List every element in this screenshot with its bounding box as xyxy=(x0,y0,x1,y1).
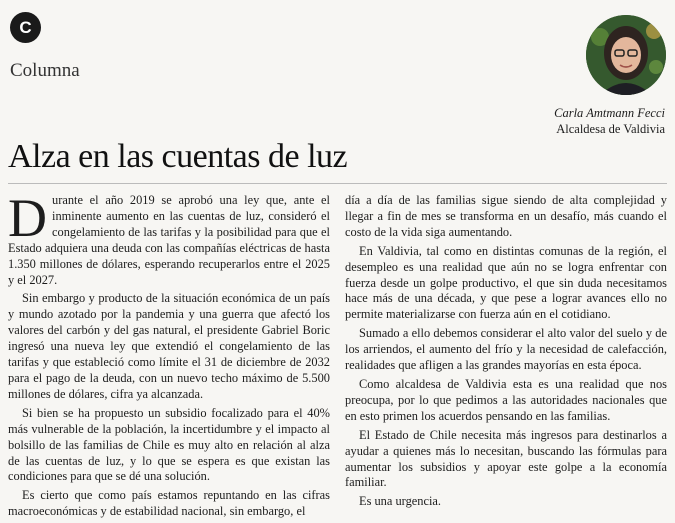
article-paragraph xyxy=(8,188,330,288)
article-paragraph: Es una urgencia. xyxy=(359,494,442,509)
title-divider xyxy=(8,183,667,184)
article-paragraph: Es cierto que como país estamos repuntando en las cifras macroeconómicas y de estabilidad nacional, sin embargo, el xyxy=(8,488,330,519)
author-role: Alcaldesa de Valdivia xyxy=(556,122,665,136)
article-paragraph: Como alcaldesa de Valdivia esta es una realidad que nos preocupa, por lo que pedimos a las autoridades nacionales que en esto primen los acuerdos pensando en las familias. xyxy=(345,376,667,423)
article-paragraph: Sumado a ello debemos considerar el alto valor del suelo y de los arriendos, el aumento del frío y la necesidad de calefacción, realidades que afligen a las grandes mayorías en esta época. xyxy=(345,326,667,373)
article-paragraph: Si bien se ha propuesto un subsidio focalizado para el 40% más vulnerable de la población, la incertidumbre y el impacto al bolsillo de las familias de Chile es muy alto en relación al alza de las cuentas de luz, y lo que se espera es que existan las condiciones para que se dé una solución. xyxy=(8,405,330,484)
article-paragraph: El Estado de Chile necesita más ingresos para destinarlos a ayudar a quienes más lo necesitan, buscando las fórmulas para aumentar los subsidios y apoyar este golpe a la economía familiar. xyxy=(345,427,667,490)
drop-cap: D xyxy=(8,188,47,248)
article-paragraph: día a día de las familias sigue siendo de alta complejidad y llegar a fin de mes se transforma en un desafío, más cuando el costo de la vida siga aumentando. xyxy=(345,193,667,239)
article-paragraph: Sin embargo y producto de la situación económica de un país y mundo azotado por la pandemia y una guerra que afectó los valores del carbón y del gas natural, el presidente Gabriel Boric ingresó una nueva ley que extendió el congelamiento de las tarifas y que estableció como límite el 31 de diciembre de 2032 para el pago de la deuda, con un nuevo techo máximo de 5.500 millones de dólares, cifra ya alcanzada. xyxy=(8,291,330,401)
author-name: Carla Amtmann Fecci xyxy=(554,106,665,120)
article-paragraph: En Valdivia, tal como en distintas comunas de la región, el desempleo es una realidad que aún no se logra enfrentar con fuerza desde un golpe productivo, el que sin duda necesitamos hace más de una década, y que pese a lograr avances ello no permite materializarse con fuerza aún en el cotidiano. xyxy=(345,243,667,322)
first-paragraph-text: urante el año 2019 se aprobó una ley que, ante el inminente aumento en las cuentas de luz, consideró el congelamiento de las tarifas y la posibilidad para que el Estado adquiera una deuda con las compañías eléctricas de hasta 1.350 millones de dólares, esperando recuperarlos entre el 2025 y el 2027. xyxy=(8,193,330,287)
article-title: Alza en las cuentas de luz xyxy=(8,138,348,175)
author-photo xyxy=(586,15,666,95)
article-column-left xyxy=(8,188,330,523)
column-badge-icon: C xyxy=(10,12,41,43)
section-label: Columna xyxy=(10,60,80,81)
author-byline xyxy=(554,105,665,137)
article-column-right xyxy=(345,193,667,513)
